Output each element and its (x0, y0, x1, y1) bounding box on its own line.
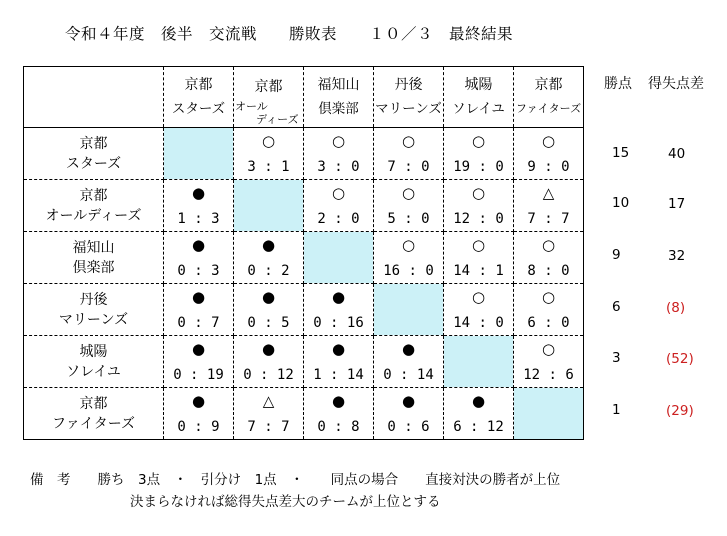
row-header-line2: 倶楽部 (72, 259, 115, 276)
result-score: 0 : 12 (243, 367, 294, 383)
col-header-line2: スターズ (171, 101, 226, 117)
row-header (24, 128, 164, 180)
row-header-line2: マリーンズ (58, 311, 129, 328)
result-score: 0 : 8 (317, 419, 360, 435)
result-cell (304, 284, 374, 336)
row-header-line1: 丹後 (79, 291, 108, 308)
result-score: 0 : 16 (313, 315, 364, 331)
row-header (24, 284, 164, 336)
result-score: 8 : 0 (527, 263, 570, 279)
points-value: 9 (612, 247, 621, 263)
result-cell (164, 388, 234, 440)
result-mark-icon: ○ (401, 132, 416, 150)
result-cell (164, 180, 234, 232)
result-cell (304, 128, 374, 180)
result-score: 7 : 7 (247, 419, 290, 435)
remarks-line2: 決まらなければ総得失点差大のチームが上位とする (130, 494, 441, 510)
result-score: 14 : 0 (453, 315, 504, 331)
result-cell (304, 336, 374, 388)
result-score: 9 : 0 (527, 159, 570, 175)
page-title: 令和４年度 後半 交流戦 勝敗表 １０／３ 最終結果 (65, 25, 514, 43)
result-mark-icon: △ (542, 184, 555, 202)
result-score: 3 : 0 (317, 159, 360, 175)
row-header-line1: 城陽 (79, 343, 108, 360)
result-score: 3 : 1 (247, 159, 290, 175)
table-row (24, 284, 584, 336)
result-mark-icon: ○ (471, 236, 486, 254)
row-header (24, 336, 164, 388)
points-value: 6 (612, 299, 621, 315)
col-header-line1: 城陽 (464, 77, 493, 93)
col-header (164, 67, 234, 128)
result-score: 7 : 0 (387, 159, 430, 175)
row-header (24, 388, 164, 440)
result-mark-icon: ● (331, 392, 346, 410)
self-match-cell (514, 388, 584, 440)
result-cell (164, 336, 234, 388)
result-mark-icon: ● (191, 392, 206, 410)
col-header-line2: 倶楽部 (318, 101, 359, 117)
col-header-line1: 京都 (184, 77, 213, 93)
goal-difference-value: 32 (668, 248, 686, 264)
result-score: 12 : 0 (453, 211, 504, 227)
results-table (23, 66, 584, 440)
result-mark-icon: ○ (471, 132, 486, 150)
self-match-cell (164, 128, 234, 180)
result-mark-icon: ○ (541, 236, 556, 254)
col-header-line2b: ディーズ (256, 113, 299, 126)
row-header (24, 232, 164, 284)
diff-header: 得失点差 (648, 76, 704, 92)
result-score: 2 : 0 (317, 211, 360, 227)
row-header-line2: オールディーズ (45, 207, 142, 224)
col-header-line2: マリーンズ (375, 101, 442, 117)
col-header-line2: ファイターズ (515, 102, 582, 115)
goal-difference-value: (29) (666, 403, 694, 419)
row-header-line2: スターズ (65, 155, 122, 172)
result-cell (234, 284, 304, 336)
result-mark-icon: ○ (331, 184, 346, 202)
result-mark-icon: ● (471, 392, 486, 410)
result-mark-icon: ○ (401, 184, 416, 202)
goal-difference-value: (52) (666, 351, 694, 367)
result-mark-icon: ● (191, 236, 206, 254)
result-cell (304, 180, 374, 232)
result-cell (514, 128, 584, 180)
result-score: 0 : 5 (247, 315, 290, 331)
col-header (304, 67, 374, 128)
result-cell (514, 336, 584, 388)
result-score: 0 : 3 (177, 263, 220, 279)
col-header-line2a: オール (235, 100, 268, 113)
points-value: 1 (612, 402, 621, 418)
row-header-line1: 京都 (79, 395, 108, 412)
result-score: 16 : 0 (383, 263, 434, 279)
col-header-line1: 京都 (534, 77, 563, 93)
result-cell (164, 284, 234, 336)
result-score: 14 : 1 (453, 263, 504, 279)
result-cell (444, 284, 514, 336)
points-value: 10 (612, 195, 630, 211)
result-score: 0 : 9 (177, 419, 220, 435)
result-cell (234, 336, 304, 388)
result-score: 1 : 14 (313, 367, 364, 383)
table-row (24, 336, 584, 388)
self-match-cell (444, 336, 514, 388)
result-cell (234, 388, 304, 440)
col-header (444, 67, 514, 128)
result-cell (234, 128, 304, 180)
result-mark-icon: ● (191, 288, 206, 306)
col-header-line1: 京都 (254, 79, 283, 95)
result-mark-icon: ○ (541, 132, 556, 150)
result-mark-icon: △ (262, 392, 275, 410)
result-mark-icon: ● (401, 392, 416, 410)
col-header (514, 67, 584, 128)
result-cell (444, 180, 514, 232)
result-cell (374, 336, 444, 388)
col-header-line2: ソレイユ (452, 101, 505, 117)
col-header-line1: 福知山 (317, 77, 360, 93)
result-cell (444, 128, 514, 180)
result-mark-icon: ○ (331, 132, 346, 150)
goal-difference-value: 40 (668, 146, 686, 162)
result-cell (444, 232, 514, 284)
points-header: 勝点 (604, 76, 632, 92)
result-score: 5 : 0 (387, 211, 430, 227)
result-score: 0 : 19 (173, 367, 224, 383)
result-score: 7 : 7 (527, 211, 570, 227)
corner-cell (24, 67, 164, 128)
result-mark-icon: ● (331, 288, 346, 306)
result-score: 19 : 0 (453, 159, 504, 175)
result-mark-icon: ○ (541, 340, 556, 358)
result-score: 6 : 0 (527, 315, 570, 331)
result-score: 12 : 6 (523, 367, 574, 383)
result-cell (374, 232, 444, 284)
row-header-line1: 京都 (79, 187, 108, 204)
result-cell (234, 232, 304, 284)
row-header-line1: 京都 (79, 135, 108, 152)
row-header-line2: ソレイユ (66, 363, 121, 380)
result-score: 0 : 7 (177, 315, 220, 331)
col-header-line1: 丹後 (394, 77, 423, 93)
result-mark-icon: ○ (471, 184, 486, 202)
self-match-cell (234, 180, 304, 232)
result-score: 0 : 2 (247, 263, 290, 279)
result-cell (444, 388, 514, 440)
table-row (24, 232, 584, 284)
remarks-line1: 備 考 勝ち 3点 ・ 引分け 1点 ・ 同点の場合 直接対決の勝者が上位 (30, 472, 561, 488)
result-cell (374, 388, 444, 440)
col-header (374, 67, 444, 128)
row-header-line1: 福知山 (72, 239, 115, 256)
result-score: 0 : 6 (387, 419, 430, 435)
col-header (234, 67, 304, 128)
result-mark-icon: ○ (471, 288, 486, 306)
points-value: 15 (612, 145, 630, 161)
result-mark-icon: ● (261, 288, 276, 306)
row-header-line2: ファイターズ (51, 415, 136, 432)
goal-difference-value: 17 (668, 196, 686, 212)
result-score: 0 : 14 (383, 367, 434, 383)
table-row (24, 180, 584, 232)
self-match-cell (304, 232, 374, 284)
row-header (24, 180, 164, 232)
result-mark-icon: ● (261, 340, 276, 358)
result-mark-icon: ○ (401, 236, 416, 254)
table-row (24, 388, 584, 440)
result-mark-icon: ○ (541, 288, 556, 306)
result-mark-icon: ● (191, 184, 206, 202)
result-cell (164, 232, 234, 284)
goal-difference-value: (8) (666, 300, 686, 316)
result-score: 1 : 3 (177, 211, 220, 227)
result-mark-icon: ● (401, 340, 416, 358)
result-cell (374, 128, 444, 180)
result-mark-icon: ● (191, 340, 206, 358)
result-mark-icon: ○ (261, 132, 276, 150)
result-cell (374, 180, 444, 232)
result-cell (514, 284, 584, 336)
result-score: 6 : 12 (453, 419, 504, 435)
result-mark-icon: ● (261, 236, 276, 254)
result-cell (304, 388, 374, 440)
self-match-cell (374, 284, 444, 336)
points-value: 3 (612, 350, 621, 366)
result-mark-icon: ● (331, 340, 346, 358)
result-cell (514, 232, 584, 284)
result-cell (514, 180, 584, 232)
table-row (24, 128, 584, 180)
